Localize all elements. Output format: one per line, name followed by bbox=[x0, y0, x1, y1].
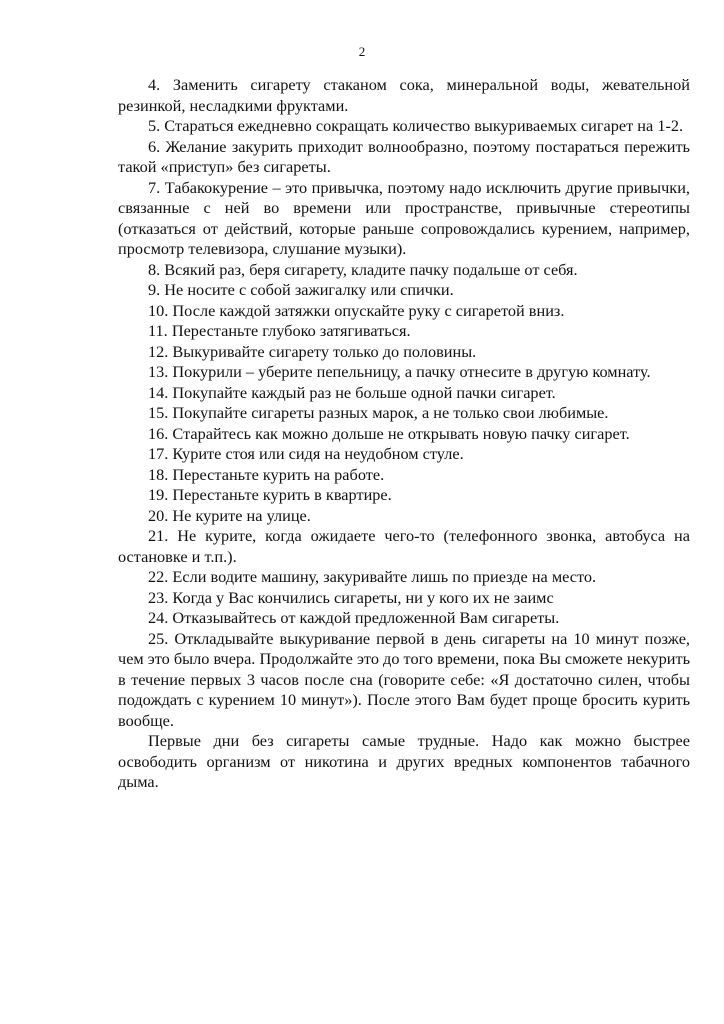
paragraph-item-8: 8. Всякий раз, беря сигарету, кладите пачку подальше от себя. bbox=[148, 259, 578, 279]
paragraph-item-15: 15. Покупайте сигареты разных марок, а не только свои любимые. bbox=[148, 403, 609, 422]
paragraph-item-19: 19. Перестаньте курить в квартире. bbox=[148, 485, 392, 504]
paragraph-item-13: 13. Покурили – уберите пепельницу, а пачку отнесите в другую комнату. bbox=[148, 362, 651, 381]
paragraph-item-11: 11. Перестаньте глубоко затягиваться. bbox=[148, 321, 411, 340]
document-body bbox=[118, 75, 690, 793]
page-number: 2 bbox=[358, 44, 366, 59]
paragraph-item-4: 4. Заменить сигарету стаканом сока, минеральной воды, жевательной резинкой, несладкими фруктами. bbox=[118, 75, 690, 115]
paragraph-item-6: 6. Желание закурить приходит волнообразно, поэтому постараться пережить такой «приступ» без сигареты. bbox=[118, 136, 690, 176]
paragraph-item-23: 23. Когда у Вас кончились сигареты, ни у кого их не заимс bbox=[148, 587, 554, 607]
paragraph-item-7: 7. Табакокурение – это привычка, поэтому надо исключить другие привычки, связанные с ней во времени или пространстве, привычные стереотипы (отказаться от действий, которые раньше сопровождались курением, например, просмотр телевизора, слушание музыки). bbox=[118, 177, 690, 258]
paragraph-item-10: 10. После каждой затяжки опускайте руку с сигаретой вниз. bbox=[148, 300, 565, 320]
paragraph-item-12: 12. Выкуривайте сигарету только до половины. bbox=[148, 341, 477, 361]
paragraph-item-14: 14. Покупайте каждый раз не больше одной пачки сигарет. bbox=[148, 382, 556, 402]
paragraph-item-24: 24. Отказывайтесь от каждой предложенной Вам сигареты. bbox=[148, 608, 560, 627]
paragraph-item-21: 21. Не курите, когда ожидаете чего-то (телефонного звонка, автобуса на остановке и т.п.). bbox=[118, 526, 690, 566]
closing-paragraph: Первые дни без сигареты самые трудные. Надо как можно быстрее освободить организм от никотина и других вредных компонентов табачного дыма. bbox=[118, 731, 690, 791]
paragraph-item-22: 22. Если водите машину, закуривайте лишь по приезде на место. bbox=[148, 567, 597, 586]
paragraph-item-20: 20. Не курите на улице. bbox=[148, 505, 311, 525]
paragraph-item-17: 17. Курите стоя или сидя на неудобном стуле. bbox=[148, 444, 464, 463]
paragraph-item-5: 5. Стараться ежедневно сокращать количество выкуриваемых сигарет на 1-2. bbox=[148, 116, 684, 135]
paragraph-item-18: 18. Перестаньте курить на работе. bbox=[148, 464, 385, 484]
paragraph-item-9: 9. Не носите с собой зажигалку или спички. bbox=[148, 280, 454, 299]
paragraph-item-16: 16. Старайтесь как можно дольше не открывать новую пачку сигарет. bbox=[148, 423, 630, 443]
paragraph-item-25: 25. Откладывайте выкуривание первой в день сигареты на 10 минут позже, чем это было вчера. Продолжайте это до того времени, пока Вы сможете некурить в течение первых 3 часов после сна (говорите себе: «Я достаточно силен, чтобы подождать с курением 10 минут»). После этого Вам будет проще бросить курить вообще. bbox=[118, 628, 690, 730]
